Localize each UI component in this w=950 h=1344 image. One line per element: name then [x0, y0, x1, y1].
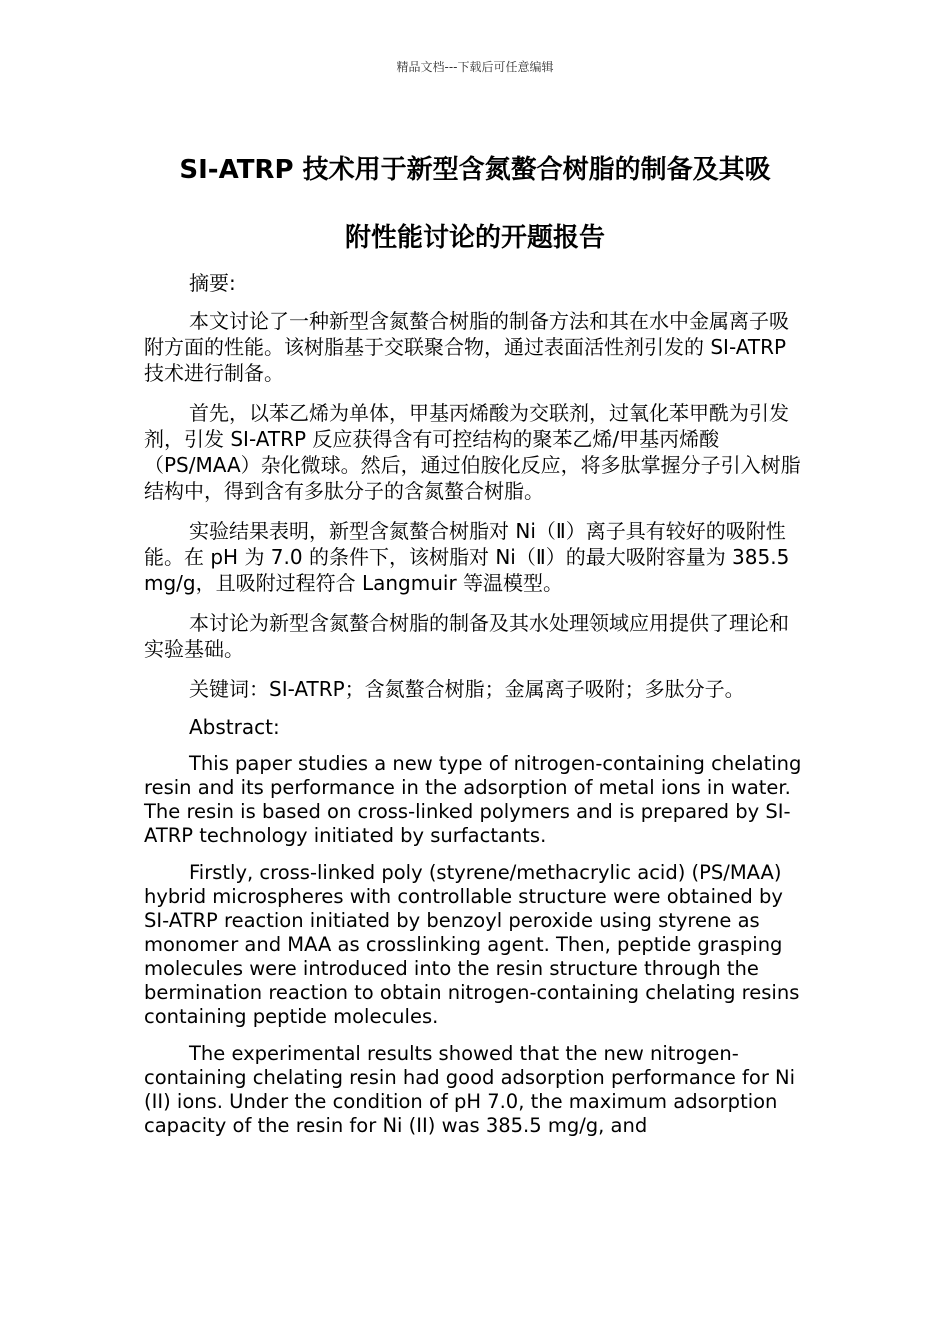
title-line-1: SI-ATRP 技术用于新型含氮螯合树脂的制备及其吸: [179, 155, 771, 185]
abstract-en-paragraph-3: The experimental results showed that the new nitrogen-containing chelating resin had good adsorption performance for Ni (II) ions. Under the condition of pH 7.0, the maximum adsorption capacity of the resin for Ni (II) was 385.5 mg/g, and: [144, 1042, 796, 1137]
abstract-cn-heading: 摘要:: [189, 271, 236, 295]
document-title: [100, 136, 850, 272]
abstract-en-paragraph-1: This paper studies a new type of nitrogen-containing chelating resin and its performance in the adsorption of metal ions in water. The resin is based on cross-linked polymers and is prepared by SI-ATRP technology initiated by surfactants.: [144, 752, 802, 847]
abstract-cn-paragraph-2: 首先，以苯乙烯为单体，甲基丙烯酸为交联剂，过氧化苯甲酰为引发剂，引发 SI-ATRP 反应获得含有可控结构的聚苯乙烯/甲基丙烯酸（PS/MAA）杂化微球。然后，通过伯胺化反应，将多肽掌握分子引入树脂结构中，得到含有多肽分子的含氮螯合树脂。: [144, 401, 801, 503]
abstract-cn-paragraph-1: 本文讨论了一种新型含氮螯合树脂的制备方法和其在水中金属离子吸附方面的性能。该树脂基于交联聚合物，通过表面活性剂引发的 SI-ATRP 技术进行制备。: [144, 309, 789, 385]
abstract-en-heading: Abstract:: [189, 715, 280, 739]
header-note: 精品文档---下载后可任意编辑: [396, 60, 554, 74]
title-line-2: 附性能讨论的开题报告: [344, 223, 605, 253]
document-body: [144, 270, 806, 1151]
abstract-en-paragraph-2: Firstly, cross-linked poly (styrene/methacrylic acid) (PS/MAA) hybrid microspheres with controllable structure were obtained by SI-ATRP reaction initiated by benzoyl peroxide using styrene as monomer and MAA as crosslinking agent. Then, peptide grasping molecules were introduced into the resin structure through the bermination reaction to obtain nitrogen-containing chelating resins containing peptide molecules.: [144, 861, 800, 1028]
keywords-cn: 关键词：SI-ATRP；含氮螯合树脂；金属离子吸附；多肽分子。: [189, 677, 745, 701]
abstract-cn-paragraph-3: 实验结果表明，新型含氮螯合树脂对 Ni（Ⅱ）离子具有较好的吸附性能。在 pH 为 7.0 的条件下，该树脂对 Ni（Ⅱ）的最大吸附容量为 385.5 mg/g，且吸附过程符合 Langmuir 等温模型。: [144, 519, 790, 595]
abstract-cn-paragraph-4: 本讨论为新型含氮螯合树脂的制备及其水处理领域应用提供了理论和实验基础。: [144, 611, 789, 661]
